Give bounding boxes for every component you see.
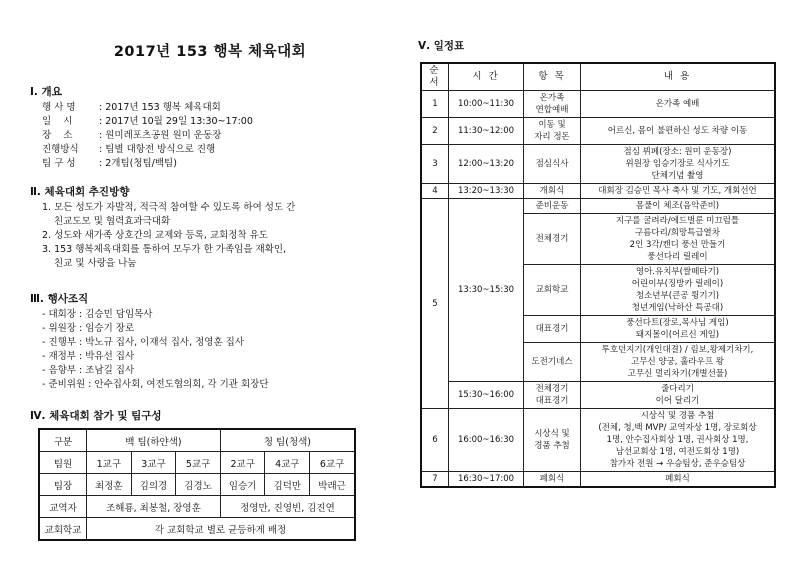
content-line: 풍선다트(장로,목사님 게임): [626, 318, 729, 328]
direction-line: 2. 성도와 새가족 상호간의 교제와 등록, 교회정착 유도: [42, 230, 268, 241]
team-cell: 2교구: [220, 452, 265, 474]
schedule-no: 5: [421, 199, 449, 409]
team-cell: 1교구: [87, 452, 132, 474]
item-line: 폐회식: [539, 474, 565, 484]
item-line: 시상식 및: [534, 429, 570, 439]
team-cell: 김덕만: [265, 474, 310, 496]
schedule-table: [420, 62, 776, 488]
team-cell: 3교구: [131, 452, 176, 474]
schedule-time: 16:00~16:30: [449, 409, 524, 472]
left-column: [30, 0, 360, 565]
teams-heading: Ⅳ. 체육대회 참가 및 팀구성: [30, 410, 162, 422]
overview-label: 일 시: [42, 116, 73, 127]
schedule-item: [524, 343, 581, 382]
team-row: [39, 496, 355, 518]
organization-line: - 재정부 : 박유선 집사: [42, 351, 135, 362]
content-line: 고무신 멀리차기(개별선물): [627, 369, 728, 379]
item-line: 온가족: [539, 93, 565, 103]
content-line: 돼지몰이(어르신 게임): [635, 330, 720, 340]
content-line: 구름다리/희망특급열차: [635, 228, 720, 238]
team-cell: 5교구: [176, 452, 221, 474]
schedule-content: [581, 184, 776, 199]
schedule-content: [581, 343, 776, 382]
schedule-item: [524, 91, 581, 118]
team-cell: 최정훈: [87, 474, 132, 496]
team-row: [39, 518, 355, 541]
overview-value: : 원미레포츠공원 원미 운동장: [99, 130, 222, 141]
team-row: [39, 474, 355, 496]
content-line: 투호던지기(개인대결) / 림보,왕제기차기,: [601, 345, 754, 355]
schedule-row: [421, 472, 775, 488]
schedule-time: 10:00~11:30: [449, 91, 524, 118]
schedule-row: [421, 118, 775, 145]
team-cell-all: 각 교회학교 별로 균등하게 배정: [87, 518, 356, 541]
content-line: 점심 뷔페(장소: 원미 운동장): [623, 147, 732, 157]
content-line: 지구를 굴려라/에드벌룬 미끄럼틀: [615, 216, 740, 226]
schedule-no: 6: [421, 409, 449, 472]
schedule-content: [581, 118, 776, 145]
schedule-item: [524, 145, 581, 184]
content-line: 시상식 및 경품 추첨: [640, 411, 715, 421]
team-cell: 임승기: [220, 474, 265, 496]
content-line: 위원장 임승기장로 식사기도: [625, 159, 730, 169]
organization-line: - 음향부 : 조남길 집사: [42, 365, 135, 376]
content-line: 남선교회상 1명, 여전도회상 1명): [615, 447, 740, 457]
overview-row: [42, 142, 215, 157]
schedule-item: [524, 265, 581, 316]
organization-line: - 대회장 : 김승민 담임목사: [42, 309, 153, 320]
team-cell: 박래근: [310, 474, 355, 496]
team-row-label: 팀원: [39, 452, 87, 474]
team-header-white: 백 팀(하얀색): [87, 429, 221, 452]
schedule-heading: Ⅴ. 일정표: [418, 40, 465, 52]
team-cell-blue: 정영만, 진영빈, 김진연: [220, 496, 355, 518]
overview-label: 장 소: [42, 130, 73, 141]
content-line: 폐회식: [665, 474, 690, 484]
schedule-row: [421, 91, 775, 118]
team-row-label: 팀장: [39, 474, 87, 496]
team-table: [38, 428, 356, 541]
content-line: 줄다리기: [661, 384, 694, 394]
schedule-item: [524, 184, 581, 199]
schedule-col-header: 내 용: [581, 63, 776, 91]
schedule-no: 1: [421, 91, 449, 118]
team-cell: 김의경: [131, 474, 176, 496]
item-line: 도전기네스: [531, 357, 573, 367]
team-cell-white: 조해룡, 최봉철, 장영훈: [87, 496, 221, 518]
item-line: 대표경기: [535, 396, 569, 406]
content-line: 청년게임(낙하산 특공대): [631, 303, 724, 313]
schedule-item: [524, 214, 581, 265]
schedule-content: [581, 91, 776, 118]
overview-value: : 2개팀(청팀/백팀): [99, 158, 177, 169]
item-line: 연합예배: [535, 105, 569, 115]
item-line: 자리 정돈: [534, 132, 570, 142]
item-line: 전체경기: [535, 234, 569, 244]
content-line: 단체기념 촬영: [651, 171, 704, 181]
schedule-item: [524, 409, 581, 472]
schedule-content: [581, 199, 776, 214]
item-line: 경품 추첨: [534, 441, 570, 451]
schedule-content: [581, 214, 776, 265]
content-line: 대회장 김승민 목사 축사 및 기도, 개회선언: [598, 186, 757, 196]
direction-line: 1. 모든 성도가 자발적, 적극적 참여할 수 있도록 하여 성도 간: [42, 202, 296, 213]
schedule-time: 12:00~13:20: [449, 145, 524, 184]
direction-heading: Ⅱ. 체육대회 추진방향: [30, 186, 130, 198]
item-line: 전체경기: [535, 384, 569, 394]
direction-line: 3. 153 행복체육대회를 통하여 모두가 한 가족임을 재확인,: [42, 244, 287, 255]
organization-line: - 위원장 : 임승기 장로: [42, 323, 135, 334]
overview-heading: Ⅰ. 개요: [30, 86, 62, 98]
schedule-col-header: 시 간: [449, 63, 524, 91]
team-row: [39, 452, 355, 474]
content-line: 고무신 양궁, 훌라우프 왕: [631, 357, 724, 367]
schedule-item: [524, 199, 581, 214]
schedule-header-row: [421, 63, 775, 91]
schedule-item: [524, 118, 581, 145]
content-line: 풍선다리 릴레이: [647, 252, 708, 262]
organization-line: - 준비위원 : 안수집사회, 여전도협의회, 각 기관 회장단: [42, 379, 269, 390]
organization-line: - 진행부 : 박노규 집사, 이재석 집사, 정영훈 집사: [42, 337, 245, 348]
item-line: 준비운동: [535, 201, 569, 211]
schedule-no: 7: [421, 472, 449, 488]
schedule-no: 2: [421, 118, 449, 145]
schedule-row: [421, 409, 775, 472]
content-line: 어린이부(징방카 릴레이): [631, 279, 724, 289]
schedule-time: 13:20~13:30: [449, 184, 524, 199]
overview-row: [42, 100, 221, 115]
direction-line: 친교도모 및 협력효과극대화: [54, 216, 171, 227]
organization-heading: Ⅲ. 행사조직: [30, 293, 89, 305]
schedule-time: 13:30~15:30: [449, 199, 524, 382]
schedule-item: [524, 472, 581, 488]
schedule-row: [421, 199, 775, 214]
team-header-blue: 청 팀(청색): [220, 429, 355, 452]
content-line: 어르신, 몸이 불편하신 성도 차량 이동: [607, 126, 748, 136]
schedule-content: [581, 316, 776, 343]
team-cell: 4교구: [265, 452, 310, 474]
schedule-col-header: 순서: [421, 63, 449, 91]
schedule-time: 16:30~17:00: [449, 472, 524, 488]
content-line: 이어 달리기: [655, 396, 700, 406]
schedule-content: [581, 265, 776, 316]
schedule-time: 11:30~12:00: [449, 118, 524, 145]
team-cell: 김경노: [176, 474, 221, 496]
overview-value: : 2017년 10월 29일 13:30~17:00: [99, 116, 253, 127]
overview-row: [42, 156, 177, 171]
schedule-no: 3: [421, 145, 449, 184]
schedule-content: [581, 382, 776, 409]
direction-line: 친교 및 사랑을 나눔: [54, 258, 137, 269]
overview-label: 행 사 명: [42, 102, 76, 113]
right-column: [418, 0, 778, 565]
team-row-label: 교회학교: [39, 518, 87, 541]
overview-label: 팀 구 성: [42, 158, 76, 169]
item-line: 개회식: [539, 186, 565, 196]
schedule-content: [581, 145, 776, 184]
schedule-row: [421, 145, 775, 184]
schedule-col-header: 항 목: [524, 63, 581, 91]
schedule-item: [524, 316, 581, 343]
team-header-cell: 구분: [39, 429, 87, 452]
content-line: 참가자 전원 → 우승팀상, 준우승팀상: [609, 459, 746, 469]
item-line: 교회학교: [535, 285, 569, 295]
team-row-label: 교역자: [39, 496, 87, 518]
schedule-row: [421, 382, 775, 409]
schedule-content: [581, 472, 776, 488]
team-header-row: [39, 429, 355, 452]
schedule-time: 15:30~16:00: [449, 382, 524, 409]
content-line: 온가족 예배: [655, 99, 700, 109]
team-cell: 6교구: [310, 452, 355, 474]
content-line: 청소년부(큰공 튕기기): [635, 291, 720, 301]
item-line: 점심식사: [535, 159, 569, 169]
content-line: 몸풀이 체조(음악준비): [635, 201, 720, 211]
overview-value: : 팀별 대항전 방식으로 진행: [99, 144, 216, 155]
schedule-content: [581, 409, 776, 472]
content-line: 1명, 안수집사회상 1명, 권사회상 1명,: [606, 435, 749, 445]
item-line: 이동 및: [538, 120, 566, 130]
content-line: (전체, 청,백 MVP/ 교역자상 1명, 장로회상: [598, 423, 757, 433]
schedule-no: 4: [421, 184, 449, 199]
document-title: 2017년 153 행복 체육대회: [113, 44, 307, 60]
overview-label: 진행방식: [42, 144, 79, 155]
item-line: 대표경기: [535, 324, 569, 334]
overview-value: : 2017년 153 행복 체육대회: [99, 102, 221, 113]
schedule-item: [524, 382, 581, 409]
schedule-row: [421, 184, 775, 199]
content-line: 영아.유치부(쌀떼타기): [635, 267, 720, 277]
overview-row: [42, 114, 253, 129]
content-line: 2인 3각/캔디 풍선 만들기: [629, 240, 726, 250]
overview-row: [42, 128, 221, 143]
